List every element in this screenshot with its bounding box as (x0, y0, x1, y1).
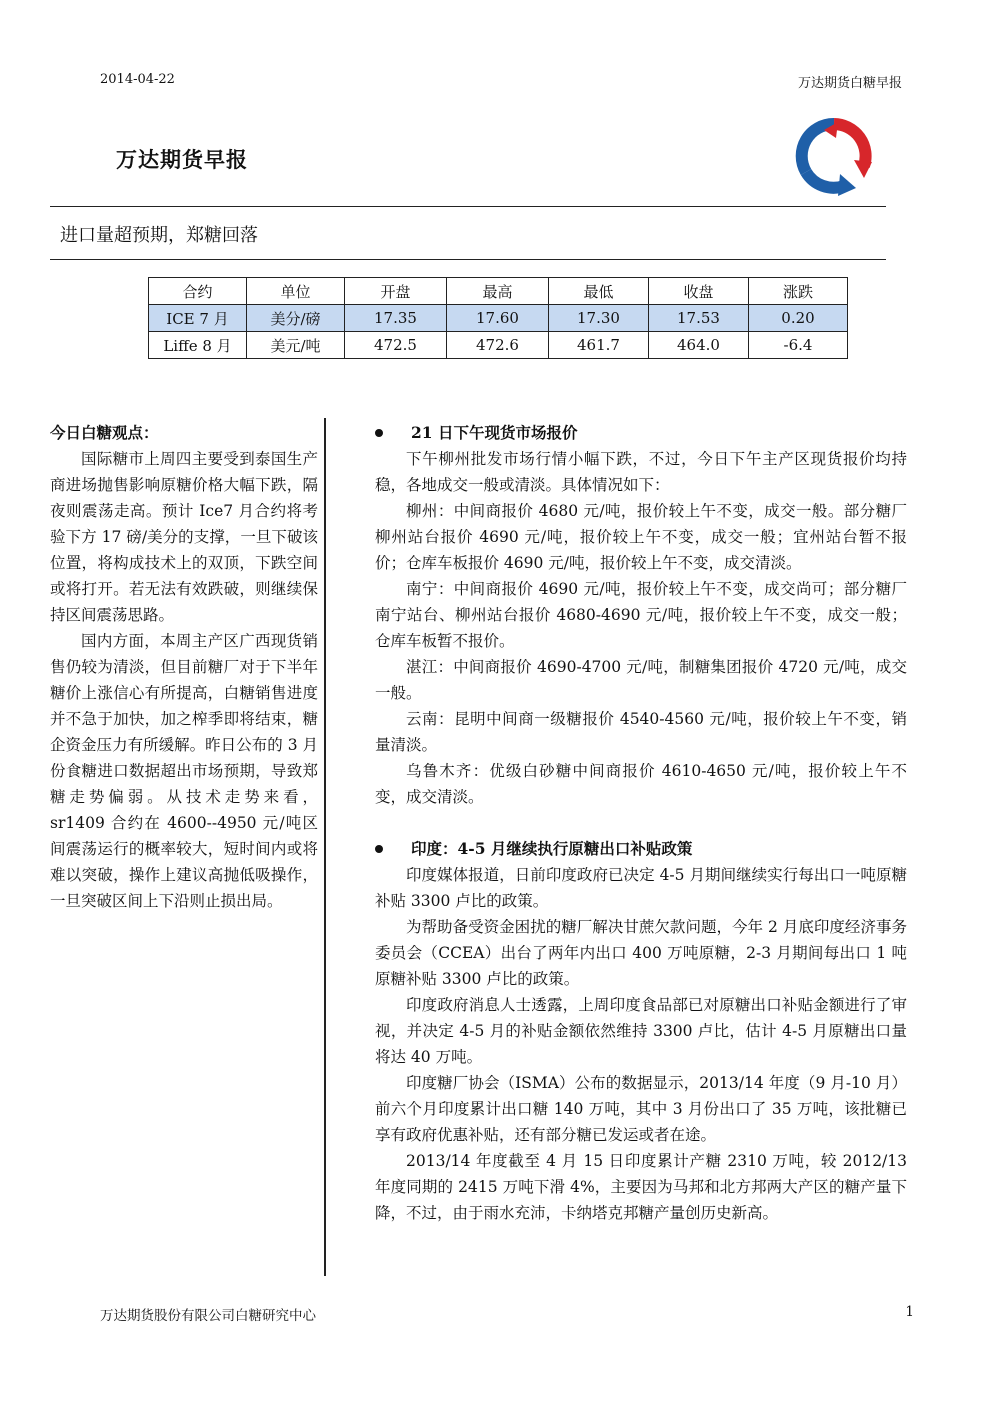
headline: 进口量超预期，郑糖回落 (60, 225, 258, 246)
bullet-icon (375, 845, 383, 853)
view-column (50, 420, 318, 914)
col-header: 最高 (447, 278, 549, 305)
table-cell: 17.30 (549, 305, 649, 332)
news-paragraph: 下午柳州批发市场行情小幅下跌，不过，今日下午主产区现货报价均持稳，各地成交一般或清淡。具体情况如下： (375, 450, 907, 494)
col-header: 开盘 (345, 278, 447, 305)
table-cell: 472.5 (345, 332, 447, 359)
news-paragraph: 乌鲁木齐：优级白砂糖中间商报价 4610-4650 元/吨，报价较上午不变，成交清淡。 (375, 762, 907, 806)
col-header: 最低 (549, 278, 649, 305)
table-cell: 17.53 (649, 305, 749, 332)
news-column (375, 420, 907, 1226)
section-heading-text: 21 日下午现货市场报价 (411, 423, 578, 442)
report-series-title: 万达期货白糖早报 (797, 76, 902, 91)
table-row (149, 332, 848, 359)
company-logo (794, 116, 874, 196)
news-paragraph: 为帮助备受资金困扰的糖厂解决甘蔗欠款问题，今年 2 月底印度经济事务委员会（CCEA）出台了两年内出口 400 万吨原糖，2-3 月期间每出口 1 吨原糖补贴 3300 卢比的政策。 (375, 918, 907, 988)
table-cell: 美分/磅 (247, 305, 345, 332)
table-cell: 461.7 (549, 332, 649, 359)
section-heading-spot-quotes (375, 420, 907, 446)
news-paragraph: 2013/14 年度截至 4 月 15 日印度累计产糖 2310 万吨，较 2012/13 年度同期的 2415 万吨下滑 4%，主要因为马邦和北方邦两大产区的糖产量下降，不过，由于雨水充沛，卡纳塔克邦糖产量创历史新高。 (375, 1152, 907, 1222)
col-header: 合约 (149, 278, 247, 305)
table-cell: 17.60 (447, 305, 549, 332)
footer-company: 万达期货股份有限公司白糖研究中心 (100, 1308, 316, 1324)
table-cell: Liffe 8 月 (149, 332, 247, 359)
table-cell: 17.35 (345, 305, 447, 332)
table-header-row (149, 278, 848, 305)
page-number: 1 (905, 1304, 914, 1320)
table-row (149, 305, 848, 332)
news-paragraph: 南宁：中间商报价 4690 元/吨，报价较上午不变，成交尚可；部分糖厂南宁站台、柳州站台报价 4680-4690 元/吨，报价较上午不变，成交一般；仓库车板暂不报价。 (375, 580, 907, 650)
quote-table (148, 277, 848, 359)
table-cell: 472.6 (447, 332, 549, 359)
table-cell: 464.0 (649, 332, 749, 359)
table-cell: -6.4 (749, 332, 848, 359)
report-date: 2014-04-22 (100, 72, 175, 87)
bullet-icon (375, 429, 383, 437)
view-paragraph-international: 国际糖市上周四主要受到泰国生产商进场抛售影响原糖价格大幅下跌，隔夜则震荡走高。预计 Ice7 月合约将考验下方 17 磅/美分的支撑，一旦下破该位置，将构成技术上的双顶，下跌空间或将打开。若无法有效跌破，则继续保持区间震荡思路。 (50, 450, 318, 624)
col-header: 涨跌 (749, 278, 848, 305)
news-paragraph: 湛江：中间商报价 4690-4700 元/吨，制糖集团报价 4720 元/吨，成交一般。 (375, 658, 907, 702)
news-paragraph: 印度政府消息人士透露，上周印度食品部已对原糖出口补贴金额进行了审视，并决定 4-5 月的补贴金额依然维持 3300 卢比，估计 4-5 月原糖出口量将达 40 万吨。 (375, 996, 907, 1066)
table-cell: 美元/吨 (247, 332, 345, 359)
col-header: 单位 (247, 278, 345, 305)
view-paragraph-domestic: 国内方面，本周主产区广西现货销售仍较为清淡，但目前糖厂对于下半年糖价上涨信心有所提高，白糖销售进度并不急于加快，加之榨季即将结束，糖企资金压力有所缓解。昨日公布的 3 月份食糖进口数据超出市场预期，导致郑糖走势偏弱。从技术走势来看，sr1409 合约在 4600--4950 元/吨区间震荡运行的概率较大，短时间内或将难以突破，操作上建议高抛低吸操作，一旦突破区间上下沿则止损出局。 (50, 632, 318, 910)
news-paragraph: 柳州：中间商报价 4680 元/吨，报价较上午不变，成交一般。部分糖厂柳州站台报价 4690 元/吨，报价较上午不变，成交一般；宜州站台暂不报价；仓库车板报价 4690 元/吨，报价较上午不变，成交清淡。 (375, 502, 907, 572)
column-divider (324, 418, 326, 1276)
table-cell: 0.20 (749, 305, 848, 332)
header-rule-top (50, 206, 886, 207)
news-paragraph: 云南：昆明中间商一级糖报价 4540-4560 元/吨，报价较上午不变，销量清淡。 (375, 710, 907, 754)
header-rule-bottom (50, 259, 886, 260)
table-cell: ICE 7 月 (149, 305, 247, 332)
brand-title: 万达期货早报 (116, 147, 248, 172)
news-paragraph: 印度媒体报道，日前印度政府已决定 4-5 月期间继续实行每出口一吨原糖补贴 3300 卢比的政策。 (375, 866, 907, 910)
news-paragraph: 印度糖厂协会（ISMA）公布的数据显示，2013/14 年度（9 月-10 月）前六个月印度累计出口糖 140 万吨，其中 3 月份出口了 35 万吨，该批糖已享有政府优惠补贴，还有部分糖已发运或者在途。 (375, 1074, 907, 1144)
col-header: 收盘 (649, 278, 749, 305)
view-title: 今日白糖观点： (50, 423, 159, 442)
section-heading-text: 印度：4-5 月继续执行原糖出口补贴政策 (411, 839, 693, 858)
section-heading-india-subsidy (375, 836, 907, 862)
